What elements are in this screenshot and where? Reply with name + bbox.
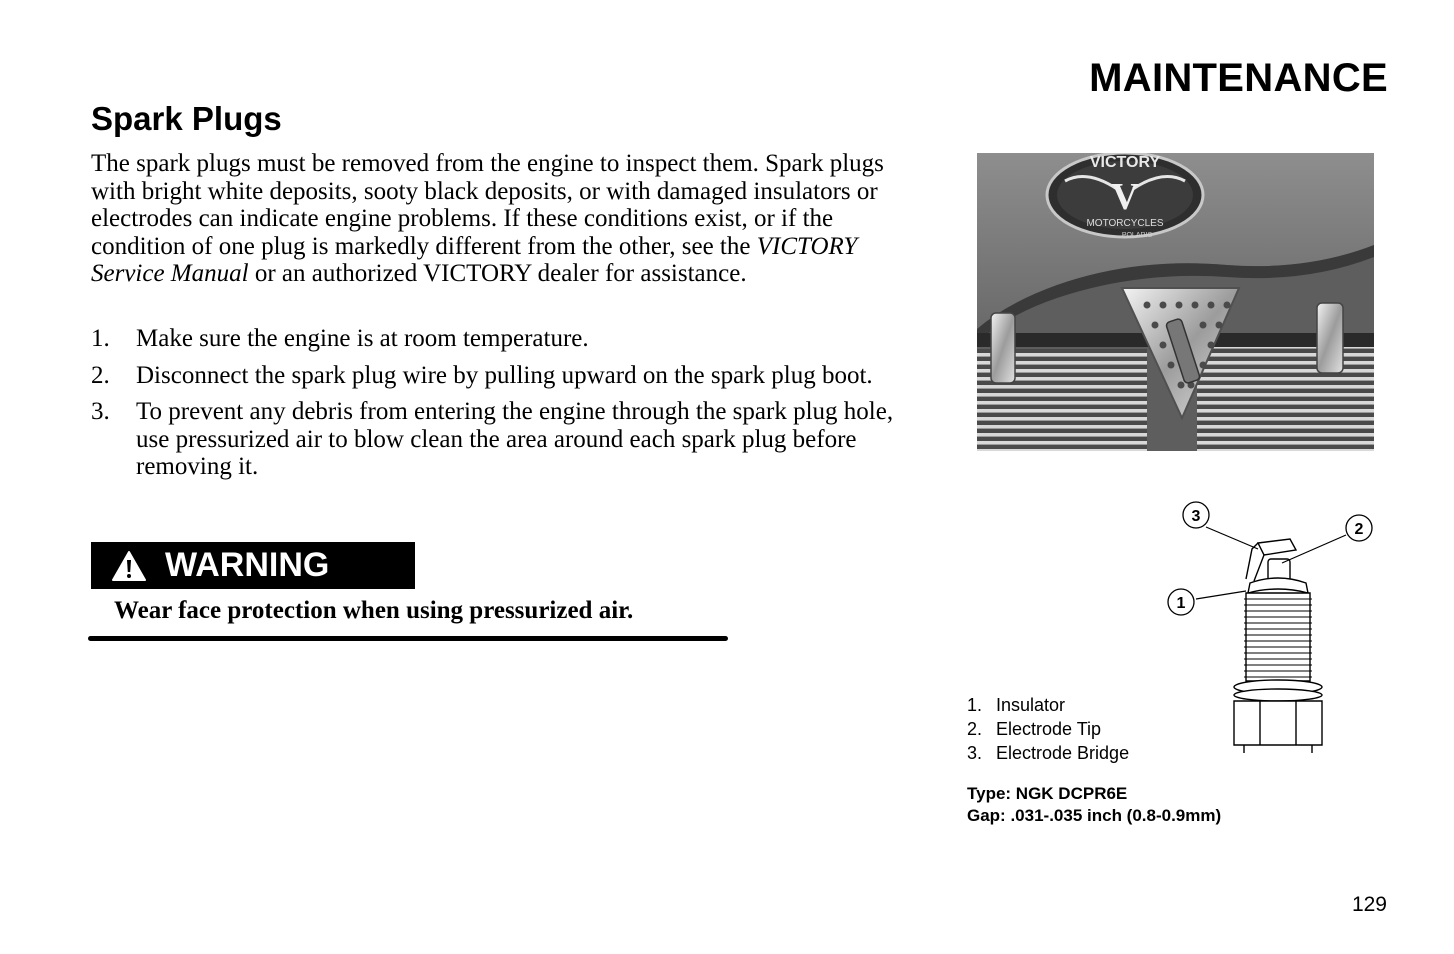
intro-text: The spark plugs must be removed from the engine to inspect them. Spark plugs with bright white deposits, sooty black deposits, or with damaged insulators or electrodes can indicate engine problems. If these conditions exist, or if the condition of one plug is markedly different from the other, see the: [91, 150, 884, 260]
spark-plug-illustration: [1150, 495, 1390, 760]
warning-icon: [111, 550, 147, 582]
badge-subtitle: MOTORCYCLES: [1086, 218, 1164, 229]
engine-photo: [977, 153, 1374, 451]
warning-banner: [91, 542, 415, 589]
procedure-steps: [91, 325, 906, 490]
legend-item: [967, 717, 1129, 741]
spec-gap: Gap: .031-.035 inch (0.8-0.9mm): [967, 806, 1222, 825]
step-item: [91, 362, 906, 390]
step-number: 3.: [91, 398, 110, 425]
legend-number: 1.: [967, 695, 983, 715]
page-title: Spark Plugs: [91, 100, 282, 137]
warning-label: WARNING: [165, 546, 330, 584]
legend-label: Electrode Bridge: [996, 743, 1130, 763]
step-item: [91, 325, 906, 353]
callout-1: 1: [1176, 595, 1186, 612]
legend-item: [967, 741, 1129, 765]
badge-maker: POLARIS: [1121, 232, 1153, 239]
step-text: To prevent any debris from entering the engine through the spark plug hole, use pressurized air to blow clean the area around each spark plug before removing it.: [136, 398, 894, 480]
intro-paragraph: [91, 150, 911, 288]
page-number: 129: [1351, 893, 1387, 916]
badge-letter: V: [1111, 176, 1139, 218]
callout-3: 3: [1191, 508, 1201, 525]
legend-label: Insulator: [996, 695, 1066, 715]
legend-number: 2.: [967, 719, 983, 739]
step-text: Disconnect the spark plug wire by pulling upward on the spark plug boot.: [136, 361, 873, 389]
legend-number: 3.: [967, 743, 983, 763]
step-number: 2.: [91, 361, 110, 389]
step-item: [91, 398, 906, 481]
step-number: 1.: [91, 325, 110, 352]
service-manual-reference: VICTORY Service Manual: [91, 232, 858, 287]
callout-2: 2: [1354, 521, 1364, 538]
engine-photo-illustration: [977, 153, 1374, 451]
legend-label: Electrode Tip: [996, 719, 1102, 739]
spark-plug-diagram: [1150, 495, 1390, 760]
warning-divider: [88, 636, 728, 641]
badge-brand-text: VICTORY: [1089, 154, 1161, 171]
step-text: Make sure the engine is at room temperature.: [136, 325, 589, 352]
intro-text-end: or an authorized VICTORY dealer for assistance.: [248, 260, 747, 287]
spec-type: Type: NGK DCPR6E: [967, 784, 1128, 803]
legend-item: [967, 693, 1129, 717]
section-title: MAINTENANCE: [1089, 56, 1388, 100]
diagram-legend: [967, 693, 1129, 765]
spark-plug-spec: [967, 783, 1221, 827]
warning-text: Wear face protection when using pressurized air.: [114, 597, 634, 624]
